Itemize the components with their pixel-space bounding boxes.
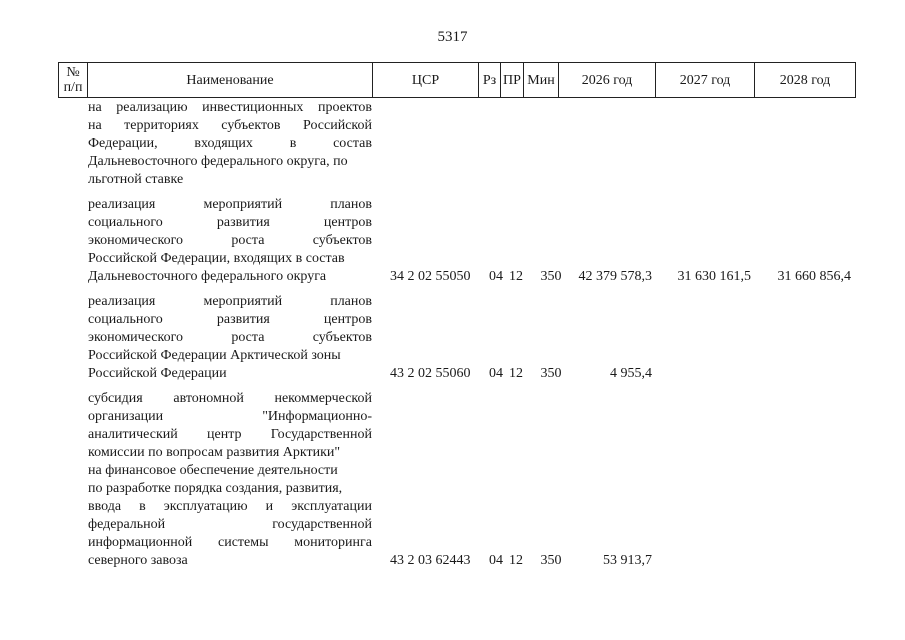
name-line: социального развития центров bbox=[88, 215, 372, 230]
rz-value: 04 bbox=[489, 553, 503, 568]
name-line: экономического роста субъектов bbox=[88, 233, 372, 248]
value-2028: 31 660 856,4 bbox=[777, 269, 851, 284]
csr-value: 43 2 02 55060 bbox=[390, 366, 471, 381]
csr-value: 43 2 03 62443 bbox=[390, 553, 471, 568]
name-line: северного завоза bbox=[88, 553, 188, 568]
name-line: Дальневосточного федерального округа, по bbox=[88, 154, 348, 169]
name-line: ввода в эксплуатацию и эксплуатации bbox=[88, 499, 372, 514]
min-value: 350 bbox=[540, 553, 562, 568]
header-name: Наименование bbox=[87, 62, 373, 98]
csr-value: 34 2 02 55050 bbox=[390, 269, 471, 284]
value-2026: 42 379 578,3 bbox=[578, 269, 652, 284]
row-name bbox=[88, 99, 372, 189]
value-2026: 53 913,7 bbox=[603, 553, 652, 568]
pr-value: 12 bbox=[509, 366, 523, 381]
pr-value: 12 bbox=[509, 269, 523, 284]
name-line: Российской Федерации bbox=[88, 366, 227, 381]
header-rz: Рз bbox=[478, 62, 501, 98]
rz-value: 04 bbox=[489, 366, 503, 381]
row-name bbox=[88, 293, 372, 383]
name-line: на территориях субъектов Российской bbox=[88, 118, 372, 133]
name-line: на финансовое обеспечение деятельности bbox=[88, 463, 338, 478]
name-line: федеральной государственной bbox=[88, 517, 372, 532]
row-name bbox=[88, 196, 372, 286]
header-2026: 2026 год bbox=[558, 62, 656, 98]
rz-value: 04 bbox=[489, 269, 503, 284]
name-line: Российской Федерации Арктической зоны bbox=[88, 348, 341, 363]
name-line: льготной ставке bbox=[88, 172, 184, 187]
name-line: социального развития центров bbox=[88, 312, 372, 327]
header-pr: ПР bbox=[500, 62, 524, 98]
page-number: 5317 bbox=[437, 29, 468, 45]
value-2026: 4 955,4 bbox=[610, 366, 652, 381]
name-line: организации "Информационно- bbox=[88, 409, 372, 424]
name-line: аналитический центр Государственной bbox=[88, 427, 372, 442]
row-name bbox=[88, 390, 372, 570]
name-line: комиссии по вопросам развития Арктики" bbox=[88, 445, 341, 460]
name-line: информационной системы мониторинга bbox=[88, 535, 372, 550]
name-line: Федерации, входящих в состав bbox=[88, 136, 372, 151]
min-value: 350 bbox=[540, 269, 562, 284]
name-line: по разработке порядка создания, развития, bbox=[88, 481, 343, 496]
name-line: Российской Федерации, входящих в состав bbox=[88, 251, 345, 266]
header-2028: 2028 год bbox=[754, 62, 856, 98]
name-line: реализация мероприятий планов bbox=[88, 197, 372, 212]
name-line: субсидия автономной некоммерческой bbox=[88, 391, 372, 406]
name-line: экономического роста субъектов bbox=[88, 330, 372, 345]
header-num: № п/п bbox=[58, 62, 88, 98]
name-line: реализация мероприятий планов bbox=[88, 294, 372, 309]
header-csr: ЦСР bbox=[372, 62, 479, 98]
name-line: на реализацию инвестиционных проектов bbox=[88, 100, 372, 115]
name-line: Дальневосточного федерального округа bbox=[88, 269, 327, 284]
header-min: Мин bbox=[523, 62, 559, 98]
value-2027: 31 630 161,5 bbox=[677, 269, 751, 284]
pr-value: 12 bbox=[509, 553, 523, 568]
min-value: 350 bbox=[540, 366, 562, 381]
header-2027: 2027 год bbox=[655, 62, 755, 98]
